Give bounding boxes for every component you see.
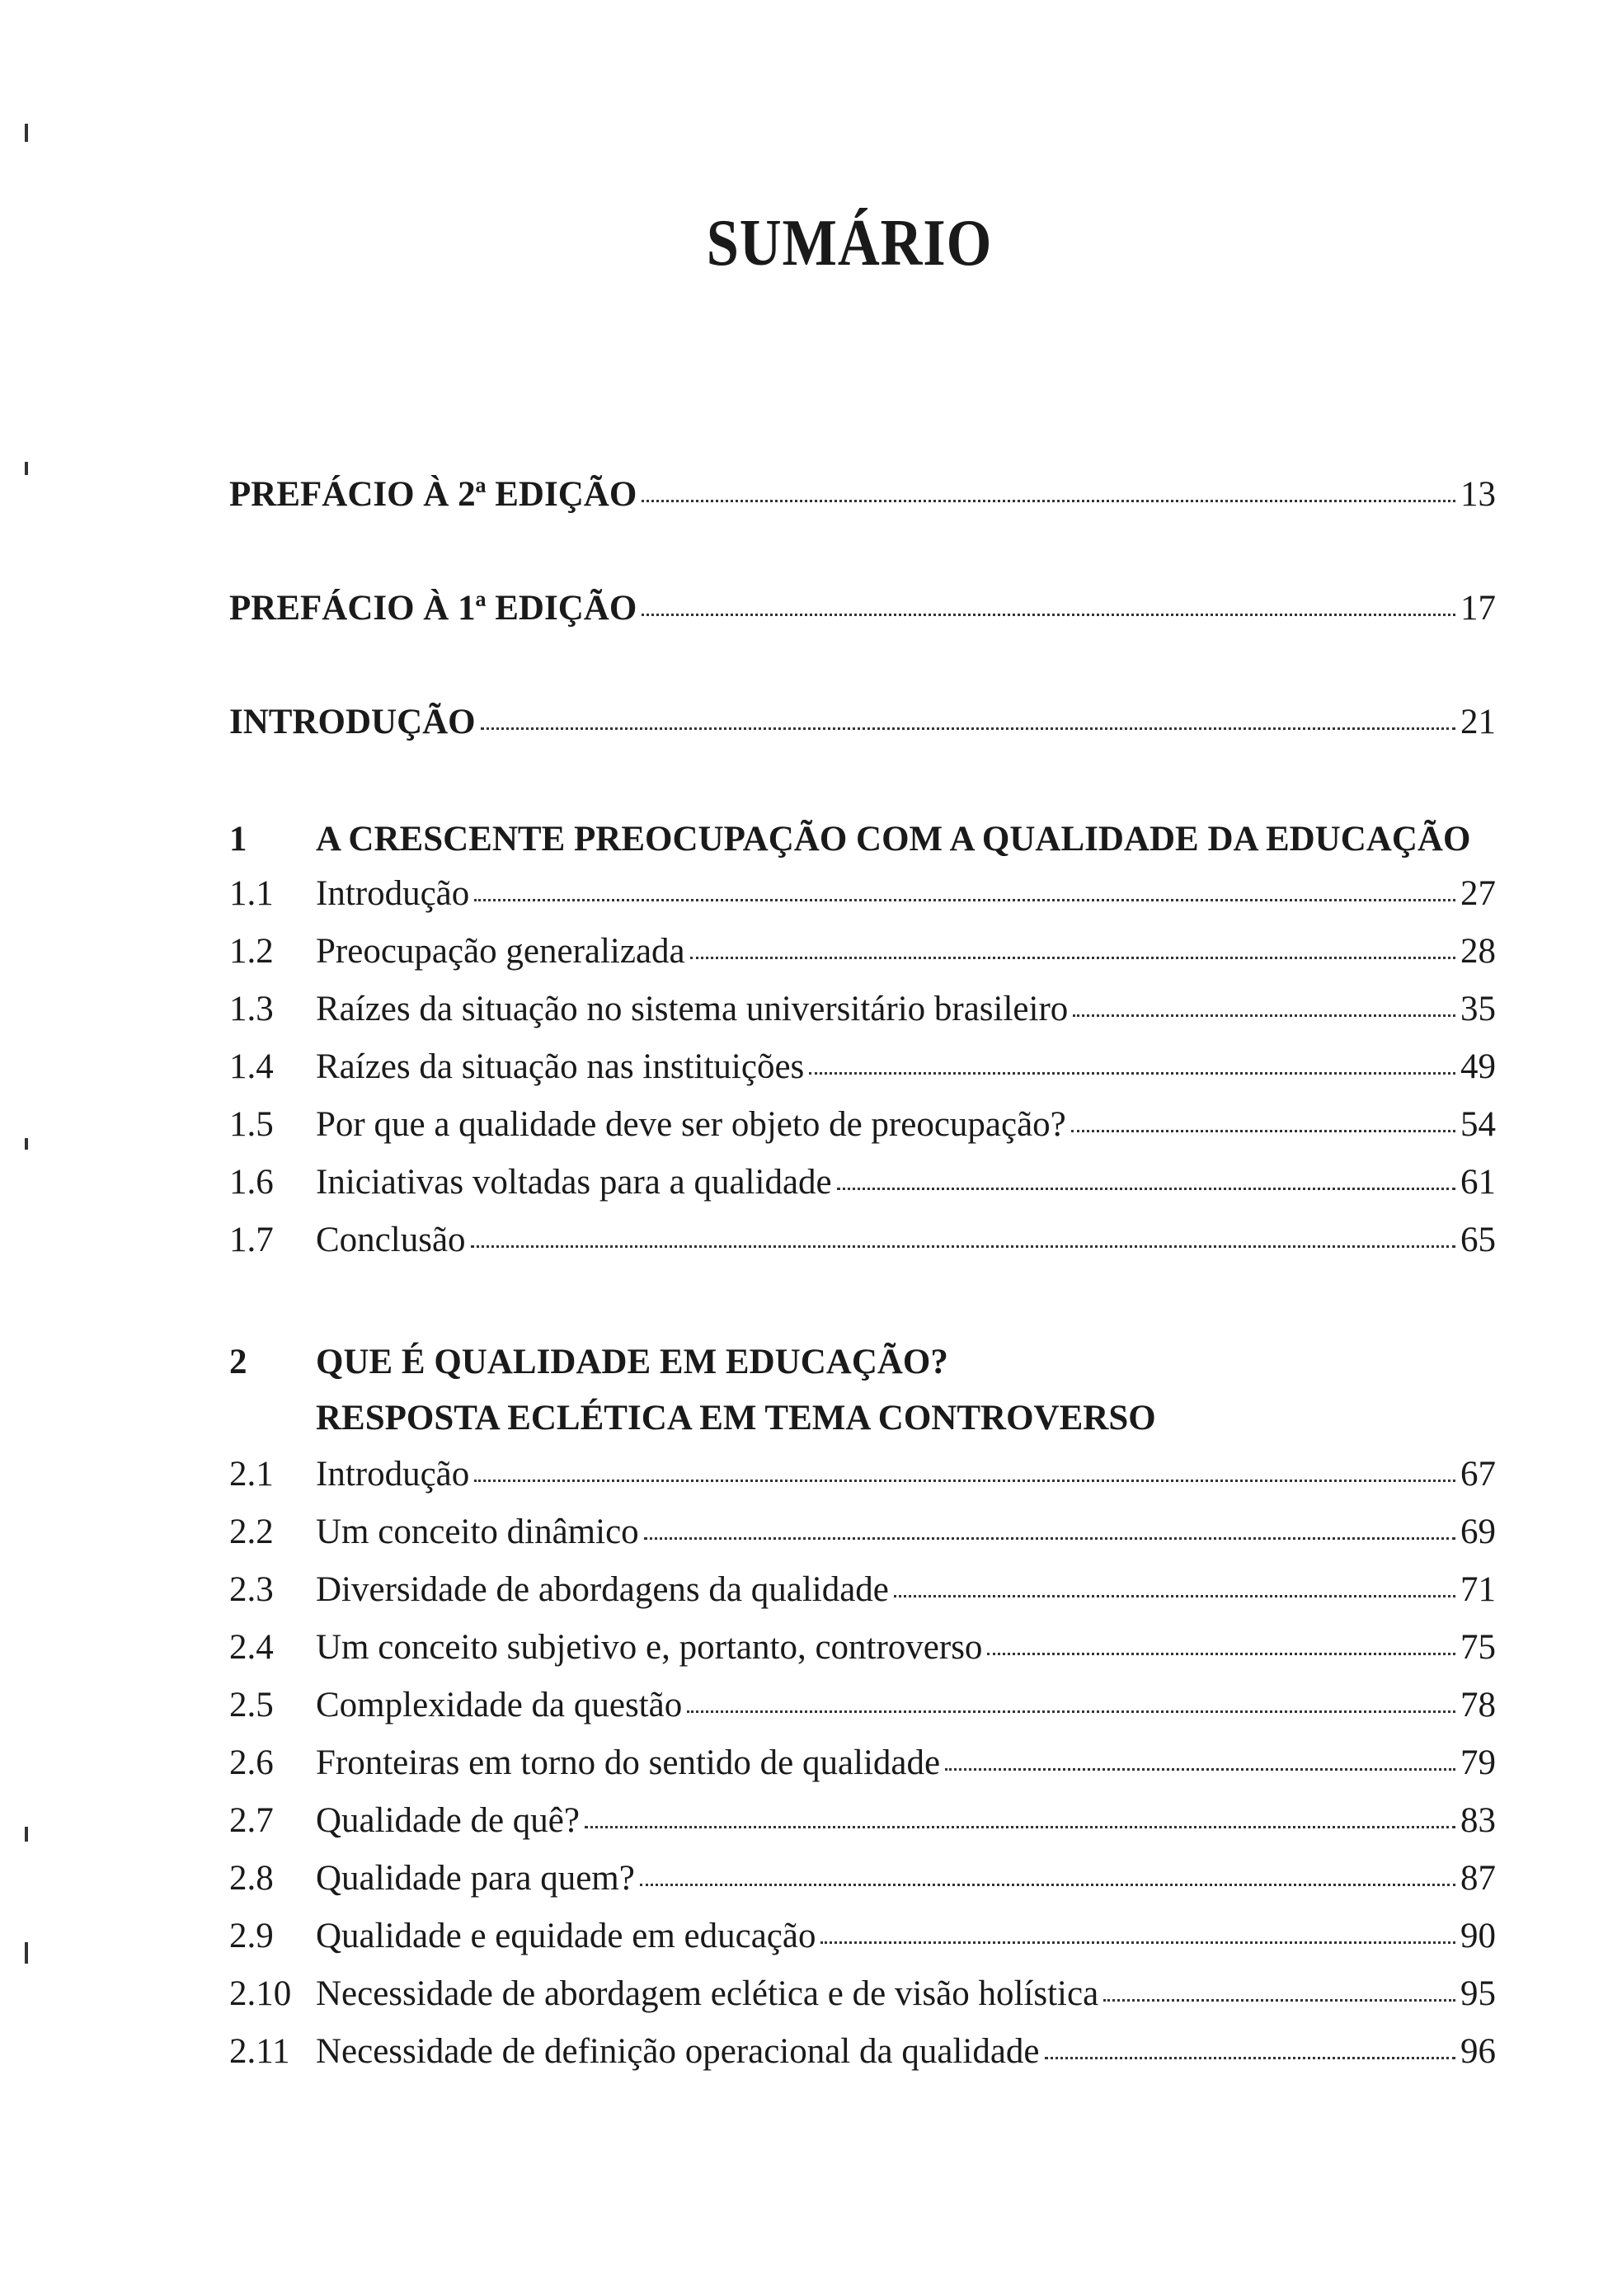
toc-section-2-8[interactable]	[229, 1857, 1496, 1900]
section-page-number: 75	[1460, 1628, 1496, 1667]
toc-section-2-6[interactable]	[229, 1742, 1496, 1785]
section-label: Iniciativas voltadas para a qualidade	[316, 1163, 832, 1202]
section-number: 2.6	[229, 1743, 274, 1782]
section-page-number: 96	[1460, 2032, 1496, 2071]
section-label: Raízes da situação no sistema universitário brasileiro	[316, 990, 1069, 1028]
dot-leader	[1071, 1130, 1455, 1132]
dot-leader	[690, 957, 1455, 959]
section-page-number: 79	[1460, 1743, 1496, 1782]
section-page-number: 83	[1460, 1801, 1496, 1840]
section-number: 1.5	[229, 1105, 274, 1144]
section-page-number: 49	[1460, 1047, 1496, 1086]
section-number: 2.11	[229, 2032, 290, 2071]
chapter-heading-2[interactable]	[229, 1341, 948, 1384]
dot-leader	[585, 1826, 1455, 1828]
scan-mark	[25, 1942, 28, 1964]
toc-section-2-2[interactable]	[229, 1511, 1496, 1554]
section-number: 2.4	[229, 1628, 274, 1667]
dot-leader	[642, 614, 1455, 616]
section-page-number: 90	[1460, 1917, 1496, 1955]
section-number: 1.4	[229, 1047, 274, 1086]
dot-leader	[474, 1480, 1455, 1482]
section-label: Raízes da situação nas instituições	[316, 1047, 805, 1086]
dot-leader	[809, 1072, 1455, 1075]
scan-mark	[25, 1138, 28, 1150]
toc-section-2-11[interactable]	[229, 2030, 1496, 2073]
dot-leader	[1103, 1999, 1455, 2002]
toc-section-1-4[interactable]	[229, 1046, 1496, 1089]
dot-leader	[837, 1188, 1455, 1190]
toc-page-number: 21	[1460, 703, 1496, 741]
toc-page-number: 17	[1460, 589, 1496, 628]
dot-leader	[471, 1245, 1455, 1248]
toc-entry-label: PREFÁCIO À 1ª EDIÇÃO	[229, 589, 637, 628]
toc-section-1-1[interactable]	[229, 873, 1496, 915]
section-page-number: 27	[1460, 874, 1496, 913]
section-label: Complexidade da questão	[316, 1686, 683, 1724]
section-page-number: 95	[1460, 1974, 1496, 2013]
page-title: SUMÁRIO	[706, 207, 993, 280]
toc-section-2-3[interactable]	[229, 1569, 1496, 1611]
toc-section-2-5[interactable]	[229, 1684, 1496, 1727]
section-page-number: 61	[1460, 1163, 1496, 1202]
dot-leader	[945, 1768, 1455, 1771]
dot-leader	[687, 1710, 1455, 1713]
scan-mark	[25, 1827, 28, 1842]
section-label: Necessidade de abordagem eclética e de visão holística	[316, 1974, 1099, 2013]
section-page-number: 28	[1460, 932, 1496, 971]
chapter-number: 2	[229, 1343, 247, 1381]
dot-leader	[1045, 2057, 1456, 2059]
dot-leader	[894, 1595, 1455, 1597]
dot-leader	[820, 1941, 1455, 1944]
section-label: Introdução	[316, 874, 470, 913]
section-number: 2.5	[229, 1686, 274, 1724]
toc-section-2-4[interactable]	[229, 1626, 1496, 1669]
section-label: Um conceito subjetivo e, portanto, controverso	[316, 1628, 983, 1667]
toc-section-2-9[interactable]	[229, 1915, 1496, 1958]
section-page-number: 67	[1460, 1455, 1496, 1494]
toc-page-number: 13	[1460, 475, 1496, 514]
section-label: Um conceito dinâmico	[316, 1513, 639, 1551]
scan-mark	[25, 124, 28, 142]
section-number: 2.9	[229, 1917, 274, 1955]
section-number: 1.2	[229, 932, 274, 971]
section-label: Preocupação generalizada	[316, 932, 685, 971]
section-label: Introdução	[316, 1455, 470, 1494]
section-label: Necessidade de definição operacional da qualidade	[316, 2032, 1040, 2071]
section-page-number: 78	[1460, 1686, 1496, 1724]
section-number: 1.3	[229, 990, 274, 1028]
chapter-heading-1[interactable]	[229, 818, 1470, 861]
section-label: Conclusão	[316, 1221, 466, 1259]
section-label: Qualidade de quê?	[316, 1801, 580, 1840]
toc-section-1-7[interactable]	[229, 1219, 1496, 1262]
dot-leader	[640, 1884, 1455, 1886]
section-page-number: 71	[1460, 1570, 1496, 1609]
toc-entry-preface-2nd[interactable]	[229, 473, 1496, 516]
section-number: 2.8	[229, 1859, 274, 1898]
scan-mark	[25, 462, 28, 475]
section-page-number: 69	[1460, 1513, 1496, 1551]
dot-leader	[481, 727, 1455, 730]
toc-entry-label: INTRODUÇÃO	[229, 703, 476, 741]
section-number: 2.10	[229, 1974, 292, 2013]
section-page-number: 35	[1460, 990, 1496, 1028]
section-page-number: 87	[1460, 1859, 1496, 1898]
section-number: 2.1	[229, 1455, 274, 1494]
section-number: 2.7	[229, 1801, 274, 1840]
section-number: 1.6	[229, 1163, 274, 1202]
toc-section-2-7[interactable]	[229, 1800, 1496, 1842]
toc-section-1-3[interactable]	[229, 988, 1496, 1031]
dot-leader	[644, 1537, 1455, 1540]
dot-leader	[987, 1653, 1455, 1655]
section-page-number: 65	[1460, 1221, 1496, 1259]
toc-entry-introduction[interactable]	[229, 701, 1496, 744]
section-page-number: 54	[1460, 1105, 1496, 1144]
toc-section-2-1[interactable]	[229, 1453, 1496, 1496]
section-number: 2.2	[229, 1513, 274, 1551]
section-number: 1.1	[229, 874, 274, 913]
chapter-title: A CRESCENTE PREOCUPAÇÃO COM A QUALIDADE DA EDUCAÇÃO	[316, 820, 1471, 859]
toc-section-1-2[interactable]	[229, 930, 1496, 973]
toc-entry-preface-1st[interactable]	[229, 587, 1496, 630]
dot-leader	[474, 899, 1455, 901]
section-label: Fronteiras em torno do sentido de qualidade	[316, 1743, 941, 1782]
section-label: Qualidade e equidade em educação	[316, 1917, 816, 1955]
chapter-subtitle: RESPOSTA ECLÉTICA EM TEMA CONTROVERSO	[316, 1399, 1156, 1437]
toc-section-2-10[interactable]	[229, 1973, 1496, 2016]
section-label: Por que a qualidade deve ser objeto de preocupação?	[316, 1105, 1066, 1144]
toc-section-1-6[interactable]	[229, 1161, 1496, 1204]
chapter-title: QUE É QUALIDADE EM EDUCAÇÃO?	[316, 1343, 948, 1381]
chapter-number: 1	[229, 820, 247, 859]
toc-section-1-5[interactable]	[229, 1103, 1496, 1146]
dot-leader	[1073, 1014, 1455, 1017]
section-number: 2.3	[229, 1570, 274, 1609]
dot-leader	[642, 500, 1455, 502]
toc-entry-label: PREFÁCIO À 2ª EDIÇÃO	[229, 475, 637, 514]
section-number: 1.7	[229, 1221, 274, 1259]
section-label: Qualidade para quem?	[316, 1859, 635, 1898]
section-label: Diversidade de abordagens da qualidade	[316, 1570, 889, 1609]
